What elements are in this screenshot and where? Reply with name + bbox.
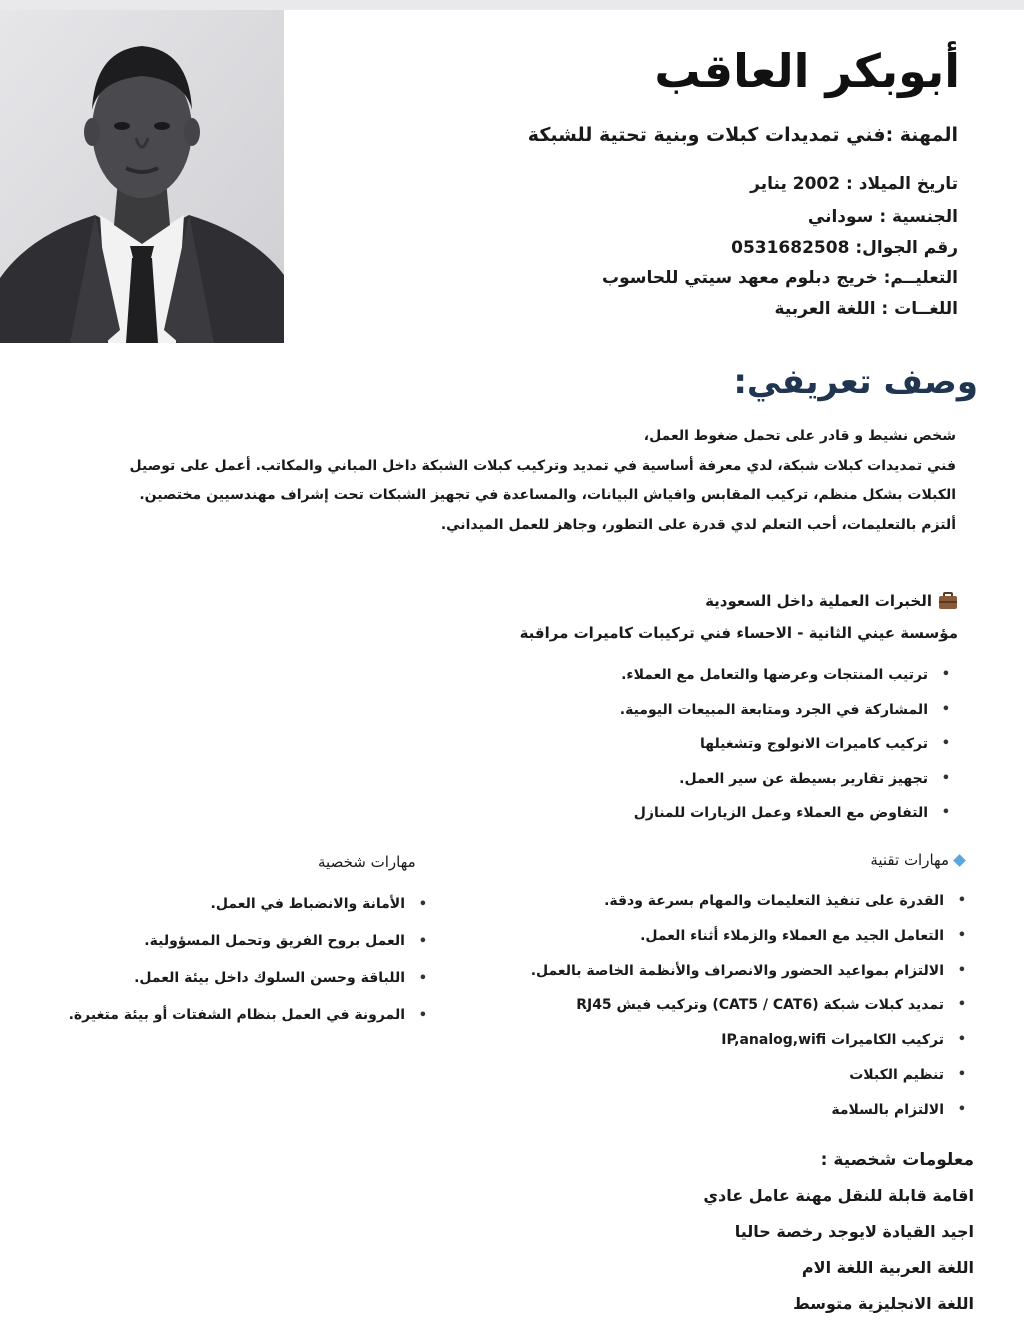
nationality: الجنسية : سوداني bbox=[807, 207, 958, 227]
personal-info-item: اللغة العربية اللغة الام bbox=[801, 1258, 974, 1277]
languages: اللغــات : اللغة العربية bbox=[774, 299, 958, 319]
list-item: • تركيب كاميرات الانولوج وتشغيلها bbox=[620, 727, 928, 762]
candidate-name: أبوبكر العاقب bbox=[654, 44, 960, 98]
experience-header bbox=[705, 592, 958, 610]
personal-info-title: معلومات شخصية : bbox=[820, 1150, 974, 1170]
list-item: • العمل بروح الفريق وتحمل المسؤولية. bbox=[69, 923, 405, 960]
summary-line: فني تمديدات كبلات شبكة، لدي معرفة أساسية في تمديد وتركيب كبلات الشبكة داخل المباني والمكاتب. أعمل على توصيل bbox=[129, 457, 956, 474]
experience-list bbox=[620, 658, 928, 831]
list-item: • الأمانة والانضباط في العمل. bbox=[69, 886, 405, 923]
summary-line: شخص نشيط و قادر على تحمل ضغوط العمل، bbox=[643, 428, 956, 444]
soft-skills-list bbox=[69, 886, 405, 1034]
phone-number: رقم الجوال: 0531682508 bbox=[731, 238, 958, 258]
list-item: • المرونة في العمل بنظام الشفتات أو بيئة متغيرة. bbox=[69, 997, 405, 1034]
personal-info-item: اللغة الانجليزية متوسط bbox=[793, 1294, 974, 1313]
personal-info-item: اجيد القيادة لايوجد رخصة حاليا bbox=[734, 1222, 974, 1241]
birth-date: تاريخ الميلاد : 2002 يناير bbox=[750, 174, 958, 194]
list-item: • تنظيم الكبلات bbox=[531, 1058, 944, 1093]
list-item: • التعامل الجيد مع العملاء والزملاء أثناء العمل. bbox=[531, 919, 944, 954]
tech-skills-list bbox=[531, 884, 944, 1128]
list-item: • المشاركة في الجرد ومتابعة المبيعات اليومية. bbox=[620, 693, 928, 728]
tech-skills-header bbox=[870, 851, 964, 869]
diamond-icon bbox=[953, 854, 966, 867]
list-item: • تمديد كبلات شبكة (CAT5 / CAT6) وتركيب فيش RJ45 bbox=[531, 988, 944, 1023]
briefcase-icon bbox=[938, 592, 958, 610]
top-bar bbox=[0, 0, 1024, 10]
experience-title: الخبرات العملية داخل السعودية bbox=[705, 592, 932, 610]
tech-skills-title: مهارات تقنية bbox=[870, 851, 949, 869]
list-item: • اللباقة وحسن السلوك داخل بيئة العمل. bbox=[69, 960, 405, 997]
list-item: • تركيب الكاميرات IP,analog,wifi bbox=[531, 1023, 944, 1058]
profile-photo bbox=[0, 10, 284, 343]
profession: المهنة :فني تمديدات كبلات وبنية تحتية للشبكة bbox=[527, 124, 958, 146]
list-item: • الالتزام بمواعيد الحضور والانصراف والأنظمة الخاصة بالعمل. bbox=[531, 954, 944, 989]
list-item: • القدرة على تنفيذ التعليمات والمهام بسرعة ودقة. bbox=[531, 884, 944, 919]
list-item: • التفاوض مع العملاء وعمل الزيارات للمنازل bbox=[620, 796, 928, 831]
summary-text bbox=[96, 422, 956, 540]
education: التعليــم: خريج دبلوم معهد سيتي للحاسوب bbox=[602, 268, 958, 288]
summary-title: وصف تعريفي: bbox=[733, 362, 978, 402]
summary-line: ألتزم بالتعليمات، أحب التعلم لدي قدرة على التطور، وجاهز للعمل الميداني. bbox=[440, 516, 956, 533]
list-item: • الالتزام بالسلامة bbox=[531, 1093, 944, 1128]
soft-skills-title: مهارات شخصية bbox=[318, 853, 416, 871]
company-line: مؤسسة عيني الثانية - الاحساء فني تركيبات كاميرات مراقبة bbox=[519, 624, 958, 642]
summary-line: الكبلات بشكل منظم، تركيب المقابس وافياش البيانات، والمساعدة في تجهيز الشبكات تحت إشراف مهندسيين مختصين. bbox=[139, 487, 956, 503]
list-item: • ترتيب المنتجات وعرضها والتعامل مع العملاء. bbox=[620, 658, 928, 693]
list-item: • تجهيز تقارير بسيطة عن سير العمل. bbox=[620, 762, 928, 797]
personal-info-item: اقامة قابلة للنقل مهنة عامل عادي bbox=[703, 1186, 974, 1205]
